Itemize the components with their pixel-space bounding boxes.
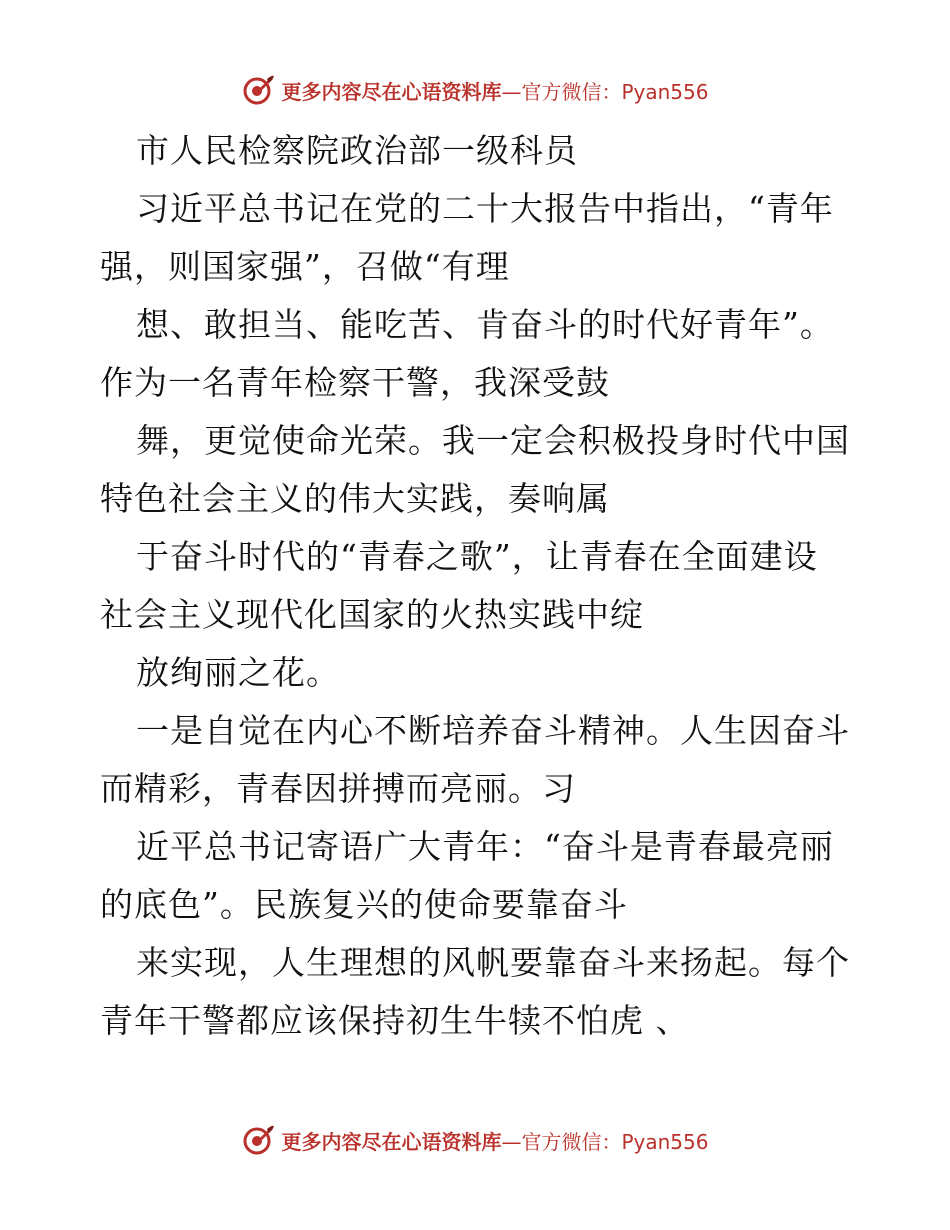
banner-wechat-text: 官方微信：Pyan556	[521, 79, 709, 104]
text-line: 舞，更觉使命光荣。我一定会积极投身时代中国	[136, 421, 850, 460]
document-body	[100, 122, 852, 1050]
banner-brand-text: 更多内容尽在心语资料库	[281, 79, 502, 104]
text-line: 市人民检察院政治部一级科员	[136, 131, 578, 170]
text-line: 的底色”。民族复兴的使命要靠奋斗	[100, 885, 628, 924]
footer-watermark-banner	[0, 1120, 950, 1160]
text-line: 放绚丽之花。	[136, 653, 340, 692]
text-line: 近平总书记寄语广大青年：“奋斗是青春最亮丽	[136, 827, 834, 866]
quill-logo-icon	[241, 73, 275, 107]
text-line: 来实现，人生理想的风帆要靠奋斗来扬起。每个	[136, 943, 850, 982]
text-line: 于奋斗时代的“青春之歌”，让青春在全面建设	[136, 537, 818, 576]
text-line: 特色社会主义的伟大实践，奏响属	[100, 479, 610, 518]
text-line: 社会主义现代化国家的火热实践中绽	[100, 595, 644, 634]
banner-brand-text: 更多内容尽在心语资料库	[281, 1129, 502, 1154]
banner-wechat-text: 官方微信：Pyan556	[521, 1129, 709, 1154]
text-line: 青年干警都应该保持初生牛犊不怕虎 、	[100, 1001, 690, 1040]
text-line: 而精彩，青春因拼搏而亮丽。习	[100, 769, 576, 808]
quill-logo-icon	[241, 1123, 275, 1157]
text-line: 强，则国家强”，召做“有理	[100, 247, 510, 286]
text-line: 一是自觉在内心不断培养奋斗精神。人生因奋斗	[136, 711, 850, 750]
text-line: 习近平总书记在党的二十大报告中指出，“青年	[136, 189, 834, 228]
banner-separator: —	[501, 1129, 522, 1154]
text-line: 作为一名青年检察干警，我深受鼓	[100, 363, 610, 402]
header-watermark-banner	[0, 70, 950, 110]
text-line: 想、敢担当、能吃苦、肯奋斗的时代好青年”。	[136, 305, 834, 344]
banner-separator: —	[501, 79, 522, 104]
